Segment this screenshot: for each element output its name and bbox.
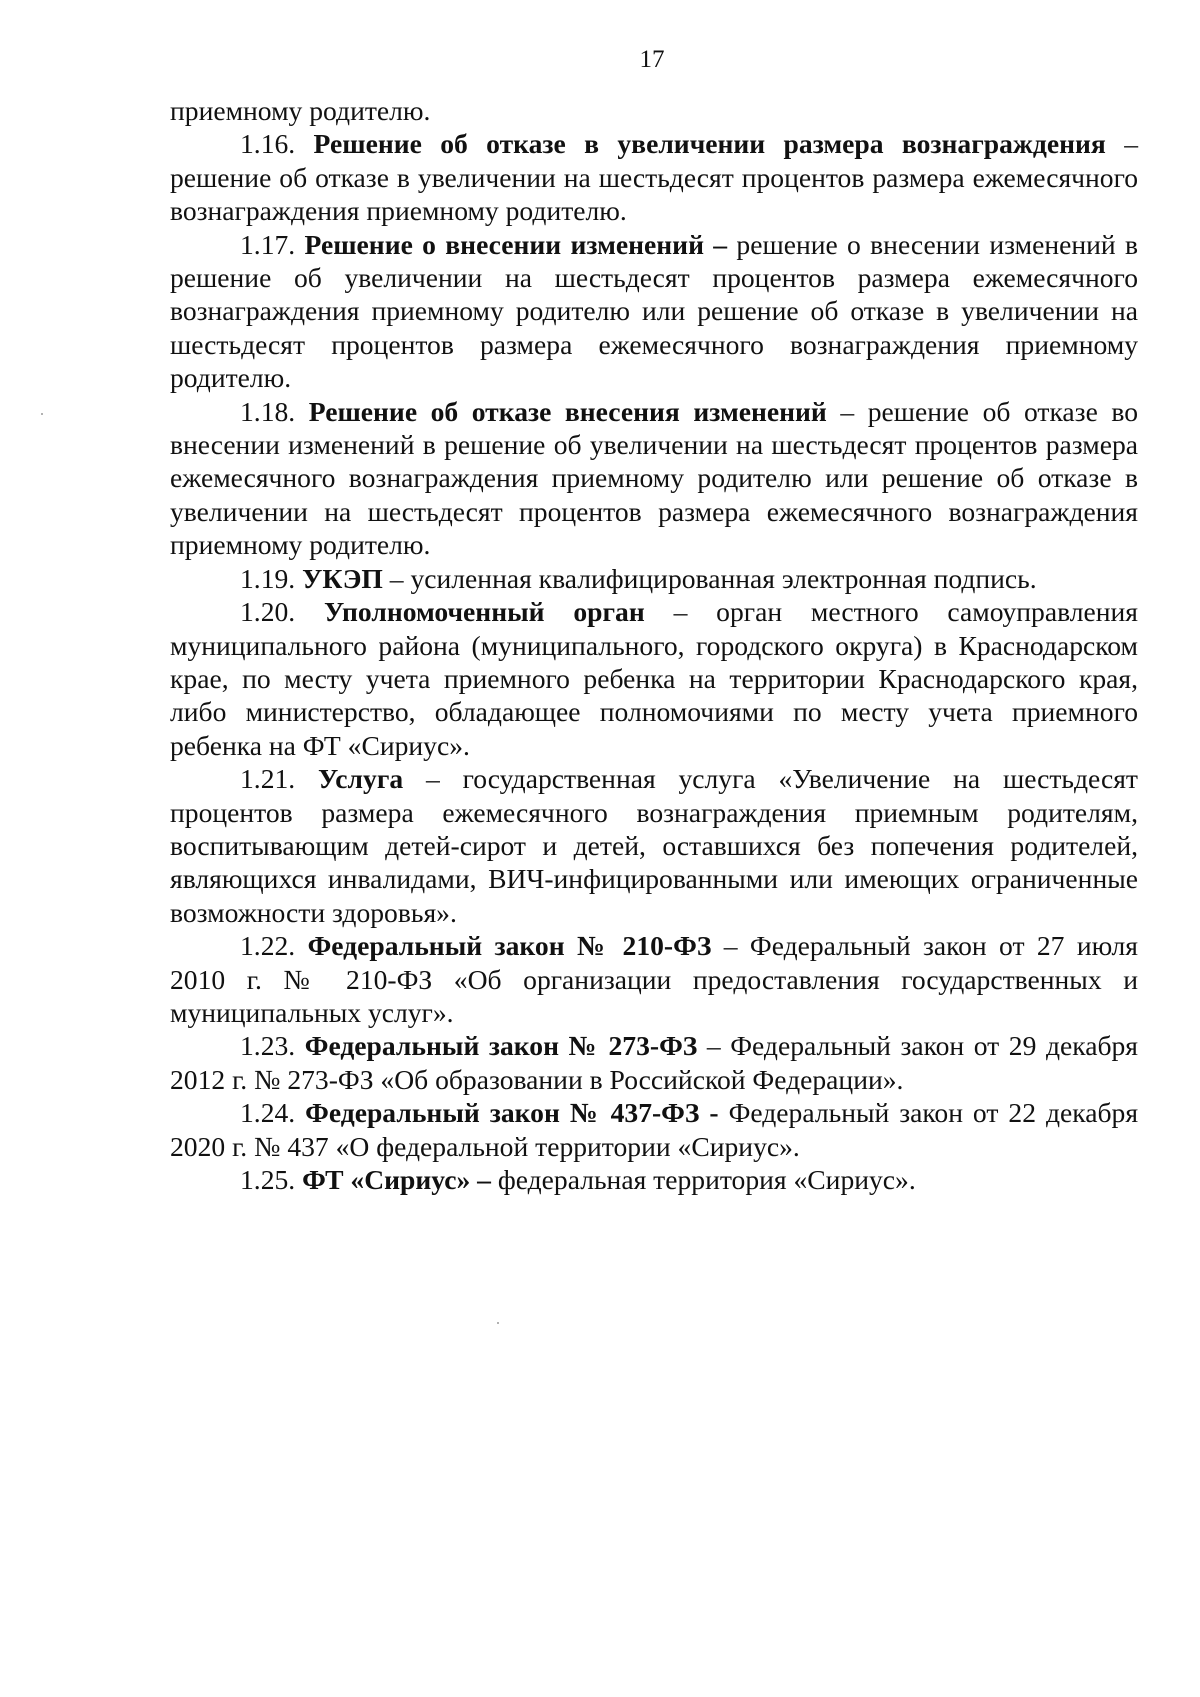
item-number: 1.17. [240,228,296,260]
definition-1-17 [170,228,1138,395]
definition-text: – государственная услуга «Увеличение на шестьдесят процентов размера ежемесячного вознаграждения приемным родителям, воспитывающим детей-сирот и детей, оставшихся без попечения родителей, являющихся инвалидами, ВИЧ-инфицированными или имеющих ограниченные возможности здоровья». [170,763,1138,928]
defined-term: Федеральный закон № 437-ФЗ - [305,1097,719,1129]
item-number: 1.21. [240,763,296,795]
defined-term: ФТ «Сириус» – [302,1164,491,1195]
defined-term: Услуга [318,763,404,795]
definition-text: – Федеральный закон от 29 декабря 2012 г. № 273-ФЗ «Об образовании в Российской Федерации». [170,1030,1138,1095]
document-body [170,94,1138,1196]
definition-1-19 [170,562,1138,595]
definition-text: – усиленная квалифицированная электронная подпись. [382,562,1037,594]
defined-term: Федеральный закон № 273-ФЗ [304,1030,698,1062]
definition-1-16 [170,127,1138,227]
scan-speck [41,413,43,415]
item-number: 1.19. [240,562,296,594]
definition-1-25 [170,1163,1138,1196]
definition-1-24 [170,1096,1138,1163]
item-number: 1.16. [240,128,296,160]
definition-text: – решение об отказе во внесении изменений в решение об увеличении на шестьдесят процентов размера ежемесячного вознаграждения приемному родителю или решение об отказе в увеличении на шестьдесят процентов размера ежемесячного вознаграждения приемному родителю. [170,395,1138,561]
defined-term: Уполномоченный орган [324,596,645,628]
item-number: 1.23. [240,1030,296,1062]
defined-term: Решение о внесении изменений – [304,228,728,260]
definition-1-23 [170,1029,1138,1096]
continuation-paragraph: приемному родителю. [170,95,431,126]
item-number: 1.25. [240,1164,296,1195]
defined-term: Решение об отказе внесения изменений [308,395,827,427]
item-number: 1.20. [240,596,296,628]
definition-1-22 [170,929,1138,1029]
definition-1-21 [170,762,1138,929]
definition-1-20 [170,595,1138,762]
item-number: 1.24. [240,1097,296,1129]
defined-term: УКЭП [302,562,383,594]
page-number: 17 [639,46,665,73]
defined-term: Федеральный закон № 210-ФЗ [307,930,712,962]
item-number: 1.22. [240,930,296,962]
definition-text: Федеральный закон от 22 декабря 2020 г. № 437 «О федеральной территории «Сириус». [170,1097,1139,1162]
defined-term: Решение об отказе в увеличении размера вознаграждения [313,128,1106,160]
scan-speck [497,1322,499,1324]
definition-text: федеральная территория «Сириус». [490,1164,916,1195]
definition-text: решение о внесении изменений в решение об увеличении на шестьдесят процентов размера ежемесячного вознаграждения приемному родителю или решение об отказе в увеличении на шестьдесят процентов размера ежемесячного вознаграждения приемному родителю. [170,228,1138,394]
definition-text: – решение об отказе в увеличении на шестьдесят процентов размера ежемесячного вознаграждения приемному родителю. [170,128,1138,227]
definition-1-18 [170,395,1138,562]
definition-text: – орган местного самоуправления муниципального района (муниципального, городского округа) в Краснодарском крае, по месту учета приемного ребенка на территории Краснодарского края, либо министерство, обладающее полномочиями по месту учета приемного ребенка на ФТ «Сириус». [170,596,1138,761]
definition-text: – Федеральный закон от 27 июля 2010 г. № 210-ФЗ «Об организации предоставления государственных и муниципальных услуг». [170,930,1138,1028]
item-number: 1.18. [240,395,296,427]
